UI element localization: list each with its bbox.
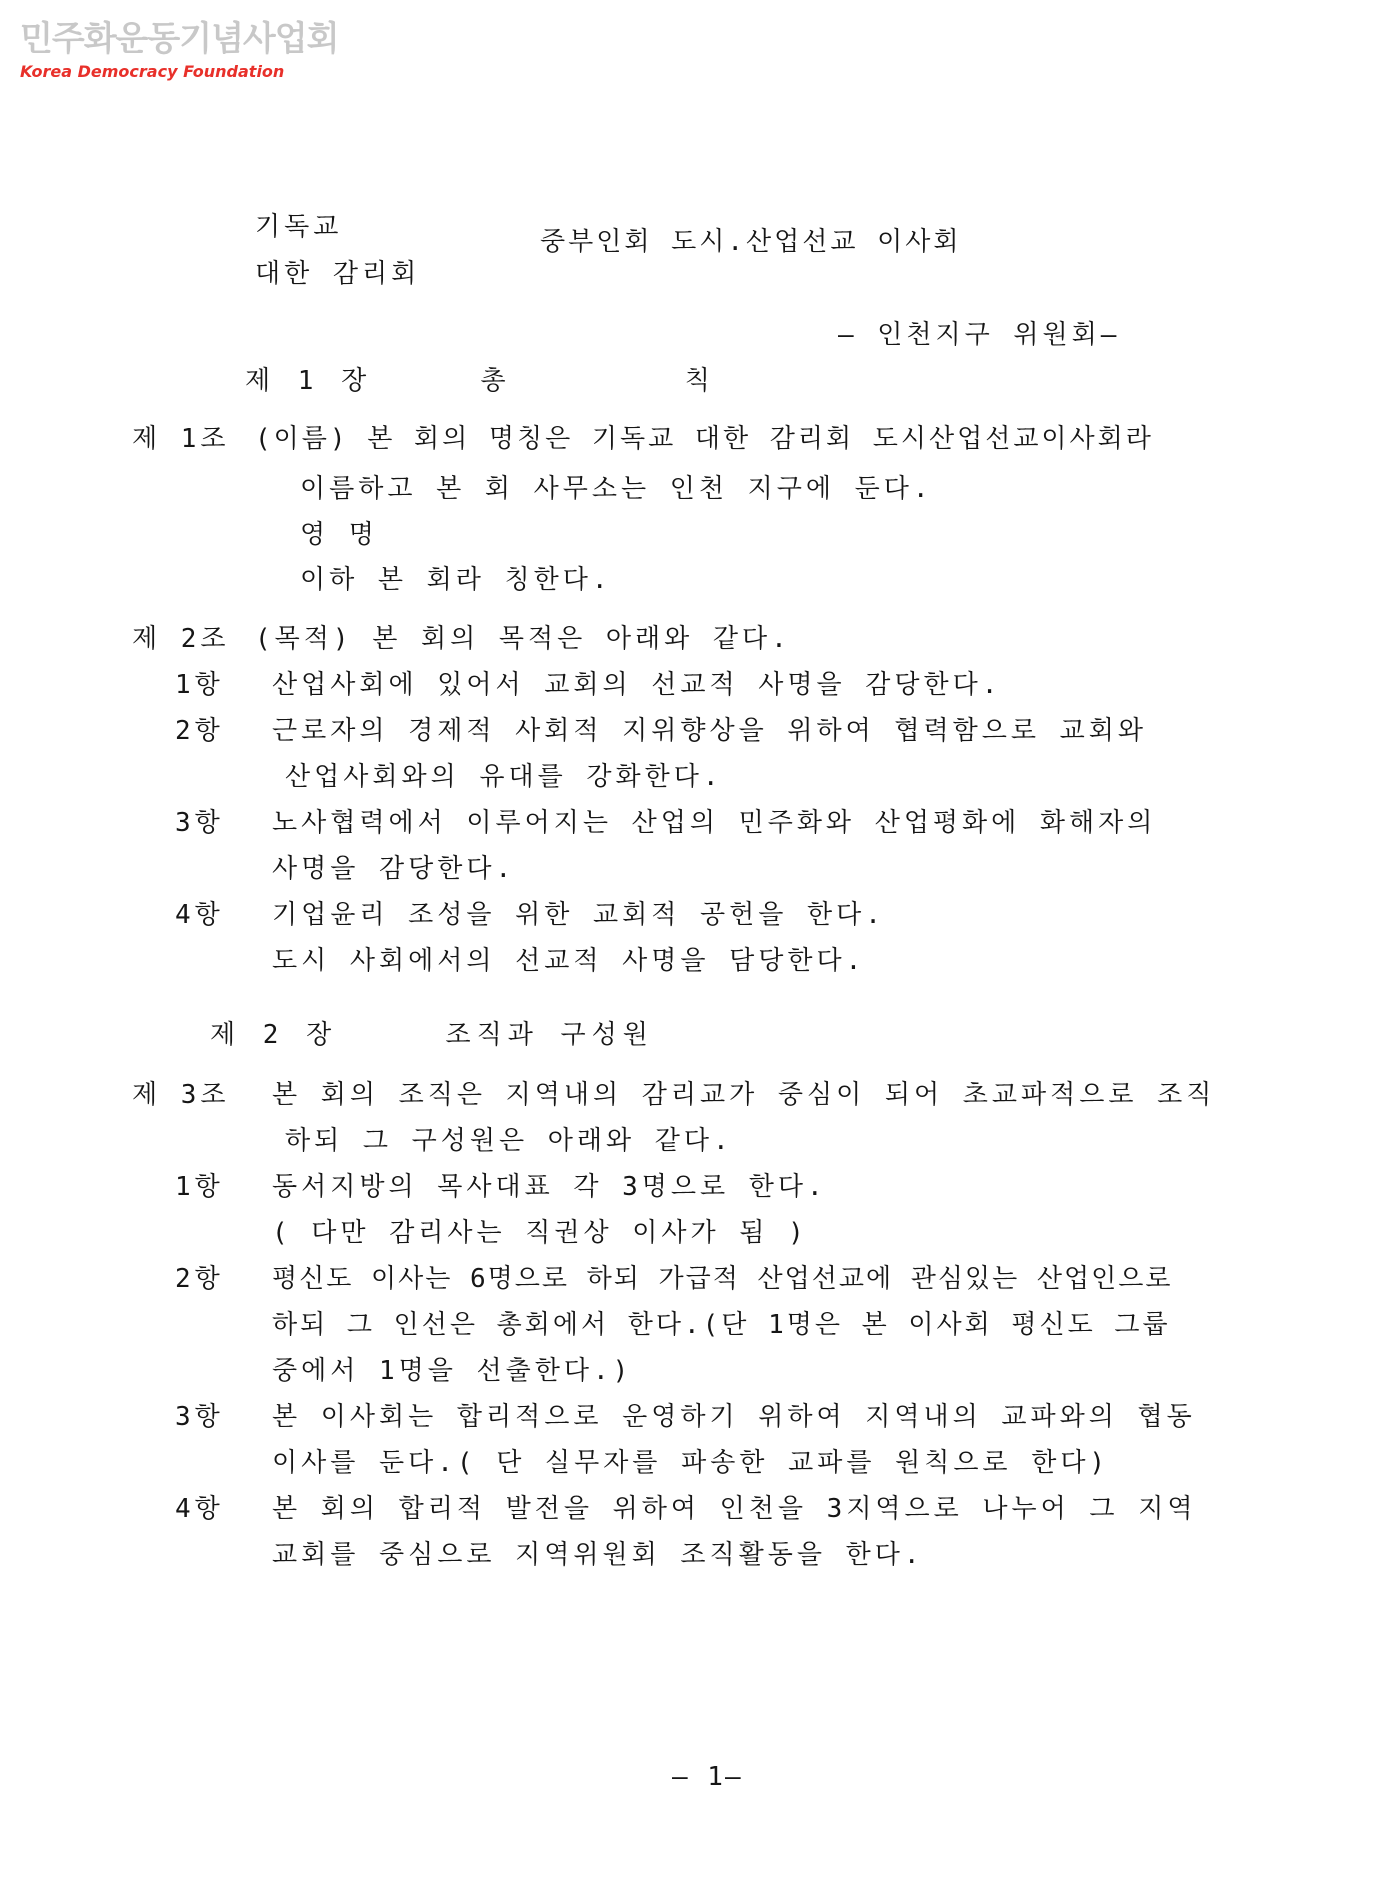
article-2-line-1: (목적) 본 회의 목적은 아래와 같다. <box>255 624 791 654</box>
article-3-clause-2-line-2: 하되 그 인선은 총회에서 한다.(단 1명은 본 이사회 평신도 그룹 <box>272 1310 1171 1340</box>
watermark-logo <box>20 18 338 82</box>
article-2-label: 제 2조 <box>132 624 230 654</box>
article-3-clause-3-line-2: 이사를 둔다.( 단 실무자를 파송한 교파를 원칙으로 한다) <box>272 1448 1110 1478</box>
article-2-clause-3-line-2: 사명을 감당한다. <box>272 854 516 884</box>
document-title: 중부인회 도시.산업선교 이사회 <box>540 227 962 257</box>
chapter-2-heading: 제 2 장 조직과 구성원 <box>210 1020 654 1050</box>
article-1-line-3: 영 명 <box>300 520 378 550</box>
watermark-english: Korea Democracy Foundation <box>20 62 285 81</box>
article-3-clause-4-line-2: 교회를 중심으로 지역위원회 조직활동을 한다. <box>272 1540 924 1570</box>
article-2-clause-1-line-1: 산업사회에 있어서 교회의 선교적 사명을 감당한다. <box>272 670 1002 700</box>
article-3-clause-1-line-2: ( 다만 감리사는 직권상 이사가 됨 ) <box>272 1218 808 1248</box>
article-2-clause-3-label: 3항 <box>175 808 224 838</box>
article-3-clause-2-label: 2항 <box>175 1264 224 1294</box>
article-2-clause-4-line-1: 기업윤리 조성을 위한 교회적 공헌을 한다. <box>272 900 885 930</box>
article-2-clause-4-line-2: 도시 사회에서의 선교적 사명을 담당한다. <box>272 946 866 976</box>
article-3-line-2: 하되 그 구성원은 아래와 같다. <box>285 1126 733 1156</box>
page-number: — 1— <box>672 1762 743 1792</box>
article-1-line-4: 이하 본 회라 칭한다. <box>300 565 612 595</box>
article-1-line-2: 이름하고 본 회 사무소는 인천 지구에 둔다. <box>300 474 933 504</box>
article-2-clause-2-line-2: 산업사회와의 유대를 강화한다. <box>285 762 723 792</box>
org-line-1: 기독교 <box>255 212 343 242</box>
article-2-clause-3-line-1: 노사협력에서 이루어지는 산업의 민주화와 산업평화에 화해자의 <box>272 808 1157 838</box>
article-2-clause-2-label: 2항 <box>175 716 224 746</box>
org-line-2: 대한 감리회 <box>255 259 421 289</box>
article-2-clause-4-label: 4항 <box>175 900 224 930</box>
article-3-clause-2-line-3: 중에서 1명을 선출한다.) <box>272 1356 633 1386</box>
article-3-clause-3-line-1: 본 이사회는 합리적으로 운영하기 위하여 지역내의 교파와의 협동 <box>272 1402 1196 1432</box>
article-2-clause-1-label: 1항 <box>175 670 224 700</box>
article-3-clause-2-line-1: 평신도 이사는 6명으로 하되 가급적 산업선교에 관심있는 산업인으로 <box>272 1264 1173 1294</box>
document-subtitle: — 인천지구 위원회— <box>838 320 1121 350</box>
article-3-clause-1-line-1: 동서지방의 목사대표 각 3명으로 한다. <box>272 1172 827 1202</box>
article-3-clause-4-label: 4항 <box>175 1494 224 1524</box>
article-3-line-1: 본 회의 조직은 지역내의 감리교가 중심이 되어 초교파적으로 조직 <box>272 1080 1216 1110</box>
chapter-1-heading: 제 1 장 총 칙 <box>245 366 716 396</box>
article-1-label: 제 1조 <box>132 424 230 454</box>
article-3-label: 제 3조 <box>132 1080 230 1110</box>
article-3-clause-1-label: 1항 <box>175 1172 224 1202</box>
article-3-clause-4-line-1: 본 회의 합리적 발전을 위하여 인천을 3지역으로 나누어 그 지역 <box>272 1494 1197 1524</box>
watermark-korean: 민주화운동기념사업회 <box>20 19 339 59</box>
article-3-clause-3-label: 3항 <box>175 1402 224 1432</box>
article-1-line-1: (이름) 본 회의 명칭은 기독교 대한 감리회 도시산업선교이사회라 <box>255 424 1154 454</box>
article-2-clause-2-line-1: 근로자의 경제적 사회적 지위향상을 위하여 협력함으로 교회와 <box>272 716 1147 746</box>
